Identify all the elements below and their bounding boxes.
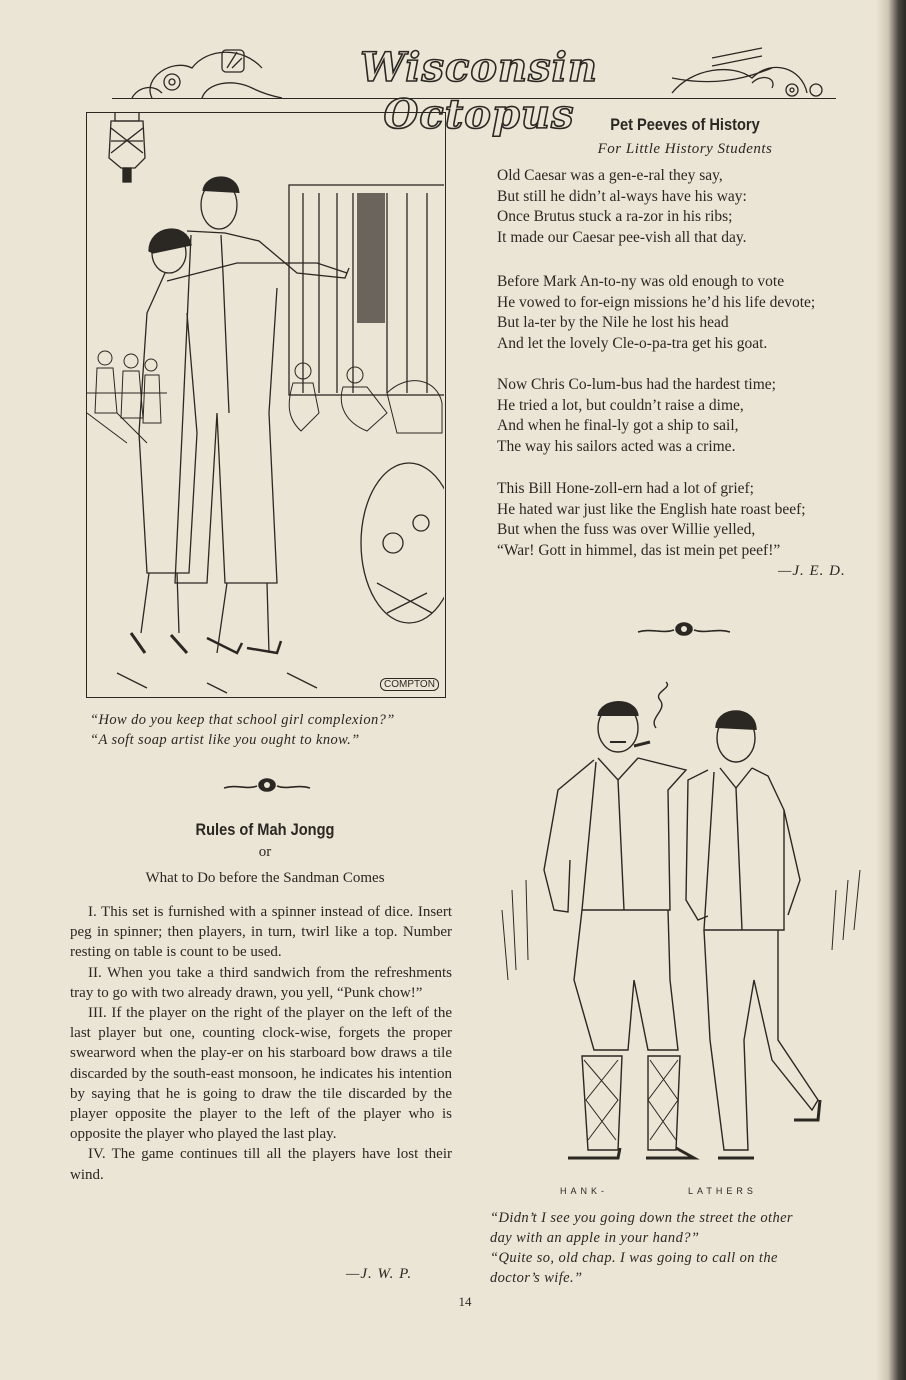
poem-stanza bbox=[497, 166, 887, 248]
two-men-drawing bbox=[498, 680, 870, 1190]
artist-credit-right: LATHERS bbox=[688, 1186, 757, 1196]
masthead-title: Wisconsin Octopus bbox=[360, 44, 598, 138]
poem-line: But la-ter by the Nile he lost his head bbox=[497, 314, 729, 332]
dancing-couple-illustration bbox=[86, 112, 446, 698]
caption-line: day with an apple in your hand?” bbox=[490, 1230, 700, 1246]
rules-paragraph: I. This set is furnished with a spinner instead of dice. Insert peg in spinner; then players, in turn, twirl like a top. Number resting on table is count to be used. bbox=[70, 904, 452, 961]
caption-line: “Didn’t I see you going down the street the other bbox=[490, 1210, 793, 1226]
poem-line: The way his sailors acted was a crime. bbox=[497, 437, 736, 455]
left-illustration-caption bbox=[90, 710, 470, 750]
right-illustration-caption bbox=[490, 1208, 880, 1288]
poem-stanza bbox=[497, 272, 887, 354]
poem-line: But still he didn’t al-ways have his way: bbox=[497, 187, 747, 205]
artist-credit-left: HANK- bbox=[560, 1186, 609, 1196]
rules-paragraph: II. When you take a third sandwich from the refreshments tray to go with two already drawn, you yell, “Punk chow!” bbox=[70, 964, 452, 1001]
divider-ornament bbox=[222, 776, 312, 796]
rules-body bbox=[70, 902, 452, 1185]
poem-line: He vowed to for-eign missions he’d his life devote; bbox=[497, 293, 816, 311]
rules-paragraph: III. If the player on the right of the player on the left of the last player but one, counting clock-wise, forgets the proper swearword when the play-er on his starboard bow draws a tile discarded by the south-east monsoon, he indicates his intention by saying that he is going to draw the tile discarded by the player opposite the player to the left of the player who is opposite the player who played the last play. bbox=[70, 1005, 452, 1143]
poem-subtitle: For Little History Students bbox=[597, 141, 773, 157]
caption-line: “A soft soap artist like you ought to know.” bbox=[90, 732, 360, 748]
poem-stanza bbox=[497, 375, 887, 457]
poem-line: “War! Gott in himmel, das ist mein pet peef!” bbox=[497, 541, 781, 559]
poem-signature: —J. E. D. bbox=[778, 563, 846, 579]
poem-line: It made our Caesar pee-vish all that day. bbox=[497, 228, 747, 246]
divider-ornament bbox=[636, 620, 732, 640]
artist-signature: COMPTON bbox=[380, 678, 439, 691]
rules-signature: —J. W. P. bbox=[346, 1266, 413, 1282]
caption-line: “Quite so, old chap. I was going to call on the bbox=[490, 1250, 778, 1266]
poem-line: This Bill Hone-zoll-ern had a lot of grief; bbox=[497, 480, 754, 497]
poem-line: Before Mark An-to-ny was old enough to vote bbox=[497, 273, 785, 290]
poem-line: Old Caesar was a gen-e-ral they say, bbox=[497, 167, 723, 184]
poem-line: Once Brutus stuck a ra-zor in his ribs; bbox=[497, 208, 733, 226]
poem-title: Pet Peeves of History bbox=[610, 115, 760, 134]
rules-paragraph: IV. The game continues till all the players have lost their wind. bbox=[70, 1146, 452, 1183]
two-men-illustration bbox=[498, 680, 870, 1200]
poem-line: And when he final-ly got a ship to sail, bbox=[497, 417, 739, 435]
caption-line: “How do you keep that school girl complexion?” bbox=[90, 712, 395, 728]
caption-line: doctor’s wife.” bbox=[490, 1270, 583, 1286]
poem-line: He hated war just like the English hate roast beef; bbox=[497, 500, 806, 518]
poem-stanza bbox=[497, 479, 887, 561]
page-number: 14 bbox=[458, 1294, 472, 1309]
rules-subtitle: What to Do before the Sandman Comes bbox=[145, 870, 385, 886]
masthead-rule bbox=[112, 98, 836, 99]
rules-or: or bbox=[258, 844, 272, 860]
poem-line: He tried a lot, but couldn’t raise a dime, bbox=[497, 396, 744, 414]
poem-line: But when the fuss was over Willie yelled, bbox=[497, 521, 756, 539]
poem-line: Now Chris Co-lum-bus had the hardest time; bbox=[497, 376, 776, 393]
poem-line: And let the lovely Cle-o-pa-tra get his goat. bbox=[497, 334, 768, 352]
rules-title: Rules of Mah Jongg bbox=[195, 820, 335, 839]
dancing-couple-drawing bbox=[87, 113, 444, 696]
